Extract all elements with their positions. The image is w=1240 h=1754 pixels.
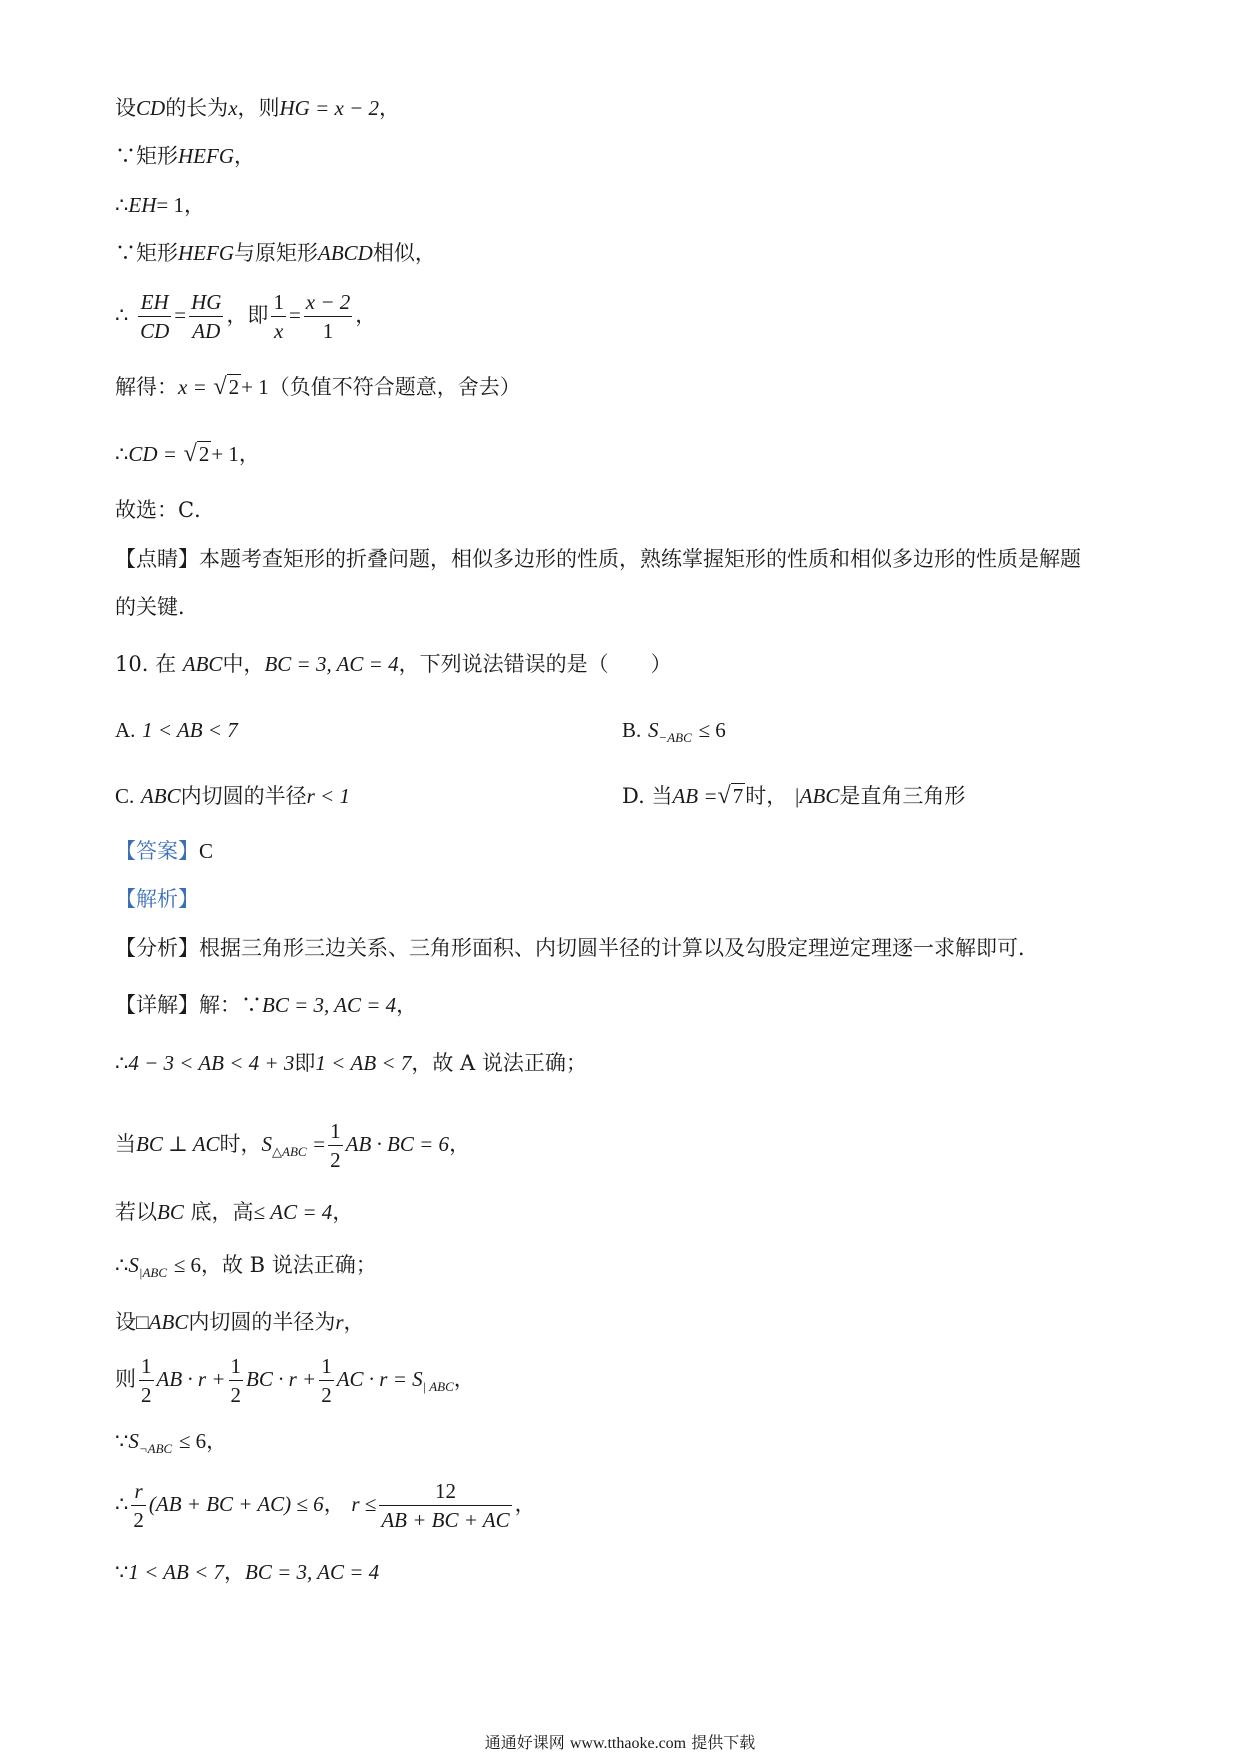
- line-cd-value: ∴CD = √2+ 1，: [115, 441, 260, 467]
- step-height: 若以BC 底，高≤ AC = 4，: [115, 1200, 354, 1224]
- step-b-correct: $\therefore S_{|ABC} \le 6$，故 B 说法正确；: [115, 1253, 377, 1280]
- line-similar: ∵矩形HEFG与原矩形ABCD相似，: [115, 241, 436, 265]
- fraction: $\frac{1}{x}$: [273, 290, 284, 343]
- line-comment-1: 【点睛】本题考查矩形的折叠问题，相似多边形的性质，熟练掌握矩形的性质和相似多边形的性质是解题: [115, 547, 1081, 571]
- fraction: $\frac{r}{2}$: [133, 1479, 144, 1532]
- fraction: $\frac{EH}{CD}$: [140, 290, 170, 343]
- footer-site-name: 通通好课网: [484, 1733, 565, 1752]
- detail-intro: 【详解】解：∵BC = 3, AC = 4，: [115, 993, 418, 1017]
- footer-url[interactable]: www.tthaoke.com: [569, 1735, 687, 1752]
- page-footer: [0, 1730, 1240, 1753]
- analysis-heading: 【解析】: [115, 887, 199, 911]
- fraction: $\frac{HG}{AD}$: [191, 290, 222, 343]
- step-area-max: 当BC ⊥ AC时，$S_{\triangle ABC}$ = $\frac{1}{2}$ AB · BC = 6，: [115, 1119, 471, 1172]
- option-d: D. 当AB =√7时， |ABC是直角三角形: [622, 783, 966, 809]
- footer-provide: 提供下载: [691, 1733, 756, 1752]
- line-ratio: ∴ $\frac{EH}{CD}$ = $\frac{HG}{AD}$ ，即 $\frac{1}{x}$ = $\frac{x - 2}{1}$ ，: [115, 290, 377, 343]
- option-a: A. 1 < AB < 7: [115, 718, 238, 742]
- line-choice: 故选：C．: [115, 498, 216, 522]
- fraction: $\frac{1}{2}$: [141, 1354, 152, 1407]
- line-set-cd: 设CD的长为x，则HG = x − 2，: [115, 96, 401, 120]
- analysis-summary: 【分析】根据三角形三边关系、三角形面积、内切圆半径的计算以及勾股定理逆定理逐一求解即可．: [115, 936, 1039, 960]
- line-rect-hefg: ∵矩形HEFG，: [115, 144, 255, 168]
- fraction: $\frac{12}{AB + BC + AC}$: [381, 1479, 510, 1532]
- step-area-formula: 则 $\frac{1}{2}$ AB · r + $\frac{1}{2}$ BC · r + $\frac{1}{2}$ AC · $r = S_{| ABC}$，: [115, 1354, 475, 1407]
- line-comment-2: 的关键．: [115, 595, 199, 619]
- step-triangle-inequality: ∴4 − 3 < AB < 4 + 3即1 < AB < 7，故 A 说法正确；: [115, 1051, 587, 1075]
- question-10: 10. 在 ABC中，BC = 3, AC = 4，下列说法错误的是（ ）: [115, 652, 672, 676]
- fraction: $\frac{1}{2}$: [330, 1119, 341, 1172]
- fraction: $\frac{1}{2}$: [321, 1354, 332, 1407]
- step-area-bound: $\because S_{\neg ABC} \le 6$，: [115, 1429, 228, 1456]
- step-given: ∵1 < AB < 7，BC = 3, AC = 4: [115, 1560, 380, 1584]
- option-b: B. $S_{-ABC} \le 6$: [622, 718, 726, 745]
- line-solve-x: 解得：x = √2+ 1（负值不符合题意，舍去）: [115, 374, 521, 400]
- answer-line: 【答案】C: [115, 839, 214, 863]
- step-incircle: 设□ABC内切圆的半径为r，: [115, 1310, 365, 1334]
- fraction: $\frac{1}{2}$: [230, 1354, 241, 1407]
- step-r-bound: ∴ $\frac{r}{2}$ (AB + BC + AC) ≤ 6， r ≤ $\frac{12}{AB + BC + AC}$ ，: [115, 1479, 536, 1532]
- line-eh: ∴EH= 1，: [115, 193, 205, 217]
- option-c: C. ABC内切圆的半径r < 1: [115, 784, 350, 808]
- fraction: $\frac{x - 2}{1}$: [305, 290, 351, 343]
